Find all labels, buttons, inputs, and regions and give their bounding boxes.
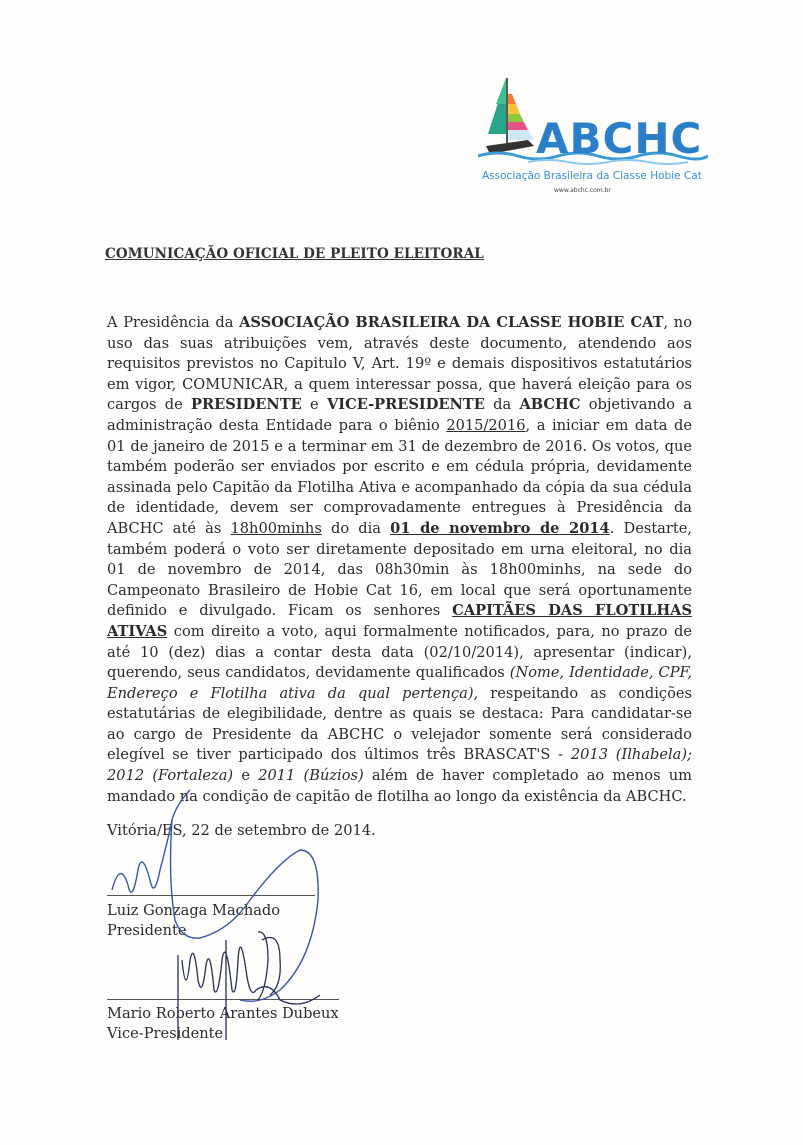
vice-president-signature — [178, 932, 320, 1040]
organization-name: Associação Brasileira da Classe Hobie Cat — [482, 170, 702, 182]
captains-notice: CAPITÃES DAS FLOTILHAS ATIVAS — [107, 602, 692, 640]
signatory-role: Vice-Presidente — [107, 1025, 224, 1042]
signature-line — [107, 895, 315, 896]
letterhead-logo — [478, 74, 708, 199]
body-paragraph — [107, 313, 692, 807]
brascat-events: 2013 (Ilhabela); 2012 (Fortaleza) — [107, 746, 692, 785]
body-text: , respeitando as condições estatutárias de elegibilidade, dentre as quais se destaca: Para candidatar-se ao cargo de Presidente da ABCHC o velejador somente será considerado elegível se tiver participado dos últimos três BRASCAT'S - — [107, 684, 692, 764]
abchc-acronym: ABCHC — [519, 396, 581, 414]
body-text: além de haver completado ao menos um mandado na condição de capitão de flotilha ao longo da existência da ABCHC. — [107, 767, 693, 805]
website-link[interactable]: www.abchc.com.br — [554, 187, 611, 194]
body-text: e — [301, 396, 327, 414]
qualification-fields: (Nome, Identidade, CPF, Endereço e Flotilha ativa da qual pertença) — [107, 664, 693, 702]
signatory-name: Luiz Gonzaga Machado — [107, 902, 281, 919]
deadline-time: 18h00minhs — [230, 519, 322, 537]
signatory-name: Mario Roberto Arantes Dubeux — [107, 1005, 339, 1022]
position-vice-president: VICE-PRESIDENTE — [326, 396, 485, 414]
body-text: , a iniciar em data de 01 de janeiro de 2015 e a terminar em 31 de dezembro de 2016. Os votos, que também poderão ser enviados por escrito e em cédula própria, devidamente assinada pelo Capitão da Flotilha Ativa e acompanhado da cópia da sua cédula de identidade, devem ser comprovadamente entregues à Presidência da ABCHC até às — [107, 416, 692, 537]
body-text: da — [484, 396, 520, 414]
signatory-role: Presidente — [107, 922, 187, 939]
deadline-date: 01 de novembro de 2014 — [390, 519, 610, 537]
place-date: Vitória/ES, 22 de setembro de 2014. — [107, 822, 376, 839]
brascat-event-2011: 2011 (Búzios) — [258, 767, 364, 785]
body-text: com direito a voto, aqui formalmente notificados, para, no prazo de até 10 (dez) dias a contar desta data (02/10/2014), apresentar (indicar), querendo, seus candidatos, devidamente qualificados — [107, 622, 692, 682]
document-title: COMUNICAÇÃO OFICIAL DE PLEITO ELEITORAL — [105, 246, 484, 262]
body-text: . Destarte, também poderá o voto ser diretamente depositado em urna eleitoral, no dia 01 de novembro de 2014, das 08h30min às 18h00minhs, na sede do Campeonato Brasileiro de Hobie Cat 16, em local que será oportunamente definido e divulgado. Ficam os senhores — [107, 519, 692, 620]
signature-line — [107, 999, 339, 1000]
body-text: do dia — [321, 519, 391, 537]
organization-name-bold: ASSOCIAÇÃO BRASILEIRA DA CLASSE HOBIE CAT — [239, 314, 664, 331]
body-text: A Presidência da — [107, 314, 240, 331]
position-president: PRESIDENTE — [191, 396, 302, 414]
biennium: 2015/2016 — [446, 416, 526, 434]
body-text: objetivando a administração desta Entidade para o biênio — [107, 396, 692, 434]
logo-wordmark: ABCHC — [536, 114, 703, 163]
body-text: e — [233, 767, 259, 785]
body-text: , no uso das suas atribuições vem, através deste documento, atendendo aos requisitos previstos no Capitulo V, Art. 19º e demais dispositivos estatutários em vigor, COMUNICAR, a quem interessar possa, que haverá eleição para os cargos de — [107, 314, 692, 414]
